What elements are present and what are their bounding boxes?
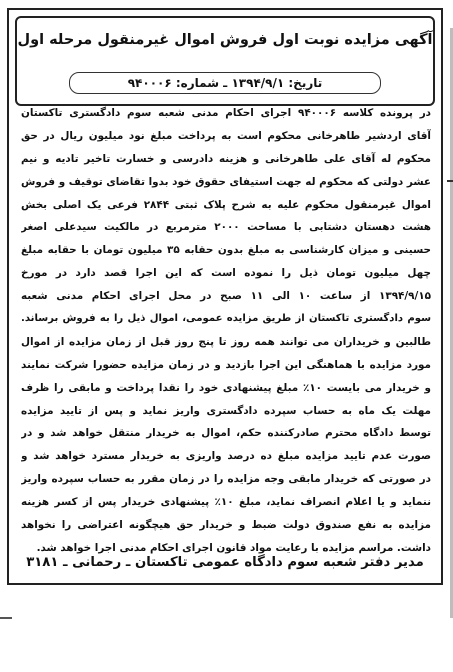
- body-line: حسینی و میزان کارشناسی به مبلغ بدون حقابه ۳۵ میلیون تومان با حقابه مبلغ: [21, 244, 431, 257]
- body-line: چهل میلیون تومان ذیل را نموده است که این اجرا قصد دارد در مورخ: [21, 267, 431, 280]
- body-line: در صورتی که خریدار مابقی وجه مزایده را در زمان مقرر به حساب سپرده واریز: [21, 473, 431, 486]
- body-line: محکوم له آقای علی طاهرخانی و هزینه دادرسی و خسارت تاخیر تادیه و نیم: [21, 152, 431, 165]
- body-line: آقای اردشیر طاهرخانی محکوم است به پرداخت مبلغ نود میلیون ریال در حق: [21, 129, 431, 142]
- body-line: ننماید و یا اعلام انصراف نماید، مبلغ ۱۰٪ پیشنهادی خریدار پس از کسر هزینه: [21, 496, 431, 509]
- edge-mark-bottom: [0, 617, 12, 619]
- notice-frame: [7, 8, 443, 585]
- notice-header: [15, 16, 435, 106]
- body-line: مزایده به نفع صندوق دولت ضبط و خریدار حق هیچگونه اعتراضی را نخواهد: [21, 519, 431, 532]
- notice-title: آگهی مزایده نوبت اول فروش اموال غیرمنقول مرحله اول: [17, 32, 433, 48]
- body-line: در پرونده کلاسه ۹۴۰۰۰۶ اجرای احکام مدنی شعبه سوم دادگستری تاکستان: [21, 107, 431, 119]
- date-number-line: تاریخ: ۱۳۹۴/۹/۱ ـ شماره: ۹۴۰۰۰۶: [127, 76, 323, 90]
- body-line: مورد مزایده با هماهنگی این اجرا بازدید و در زمان مزایده حضورا شرکت نمایند: [21, 358, 431, 371]
- notice-body: [21, 102, 431, 554]
- body-line: عشر دولتی که محکوم له جهت استیفای حقوق خود بدوا تقاضای توقیف و فروش: [21, 175, 431, 188]
- body-line: هشت دهستان دشتابی با مساحت ۲۰۰۰ مترمربع در مالکیت سیدعلی اصغر: [21, 221, 431, 234]
- body-line: صورت عدم تایید مزایده مبلغ ده درصد واریزی به خریدار مسترد خواهد شد و: [21, 450, 431, 463]
- body-line: داشت. مراسم مزایده با رعایت مواد قانون اجرای احکام مدنی اجرا خواهد شد.: [36, 541, 431, 554]
- body-line: سوم دادگستری تاکستان از طریق مزایده عمومی، اموال ذیل را به فروش برساند.: [21, 313, 431, 325]
- body-line: مهلت یک ماه به حساب سپرده دادگستری واریز نماید و پس از تایید مزایده: [21, 404, 431, 417]
- edge-mark: [447, 180, 453, 182]
- body-line: توسط دادگاه محترم صادرکننده حکم، اموال به خریدار منتقل خواهد شد و در: [21, 427, 431, 440]
- body-line: طالبین و خریداران می توانند همه روز تا پنج روز قبل از زمان مزایده از اموال: [21, 335, 431, 348]
- body-line: ۱۳۹۴/۹/۱۵ از ساعت ۱۰ الی ۱۱ صبح در محل اجرای احکام مدنی شعبه: [21, 290, 431, 303]
- date-number-box: [69, 72, 381, 94]
- body-line: و خریدار می بایست ۱۰٪ مبلغ پیشنهادی خود را نقدا پرداخت و مابقی را ظرف: [21, 381, 431, 394]
- body-line: اموال غیرمنقول محکوم علیه به شرح پلاک ثبتی ۲۸۴۴ فرعی یک اصلی بخش: [21, 198, 431, 211]
- signature-line: مدیر دفتر شعبه سوم دادگاه عمومی تاکستان ـ رحمانی ـ ۳۱۸۱: [26, 555, 424, 570]
